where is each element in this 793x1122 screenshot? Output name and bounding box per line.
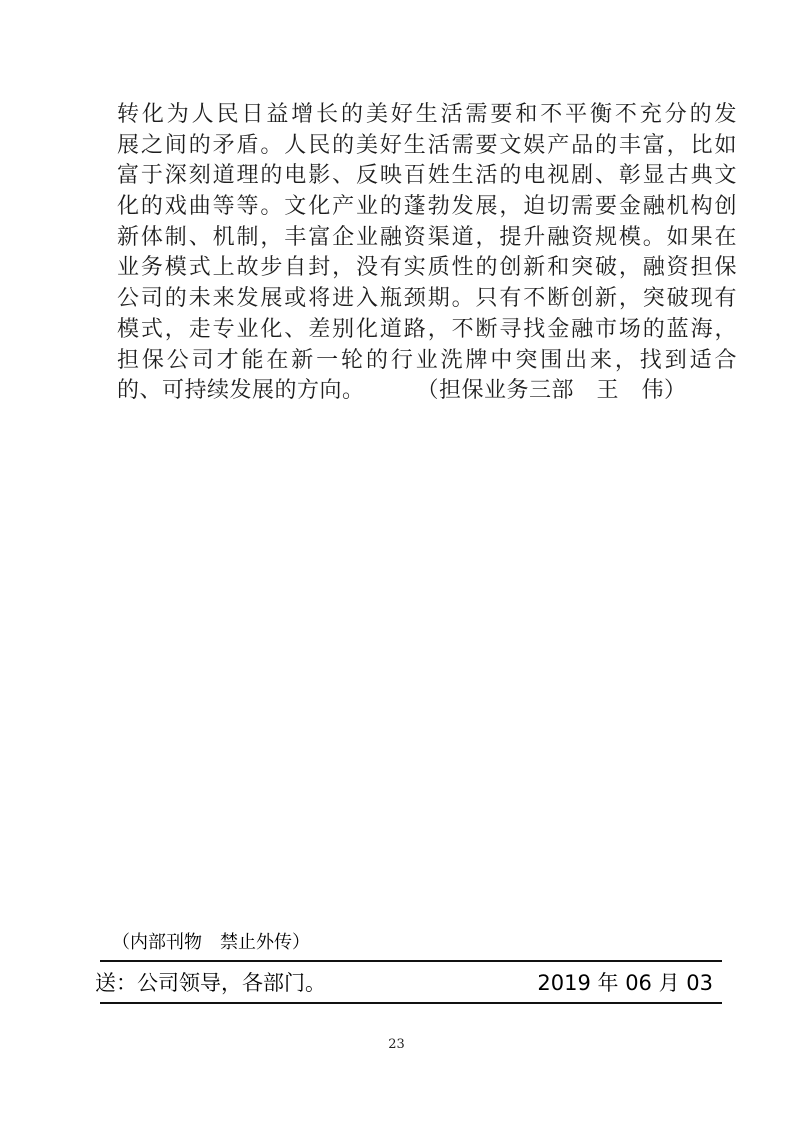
body-line: 富于深刻道理的电影、反映百姓生活的电视剧、彰显古典文 xyxy=(117,163,737,189)
body-line: 业务模式上故步自封，没有实质性的创新和突破，融资担保 xyxy=(117,255,737,281)
body-line: 模式，走专业化、差别化道路，不断寻找金融市场的蓝海， xyxy=(117,316,737,342)
closing-line xyxy=(117,376,737,407)
body-line: 转化为人民日益增长的美好生活需要和不平衡不充分的发 xyxy=(117,102,737,127)
footer-divider-bottom xyxy=(100,1002,722,1004)
page-number: 23 xyxy=(388,1037,405,1052)
closing-text: 的、可持续发展的方向。 xyxy=(117,378,365,404)
body-line: 化的戏曲等等。文化产业的蓬勃发展，迫切需要金融机构创 xyxy=(117,194,737,220)
body-line: 公司的未来发展或将进入瓶颈期。只有不断创新，突破现有 xyxy=(117,286,737,312)
body-line: 展之间的矛盾。人民的美好生活需要文娱产品的丰富，比如 xyxy=(117,132,737,158)
footer-divider-top xyxy=(100,960,722,962)
distribution-text: 送：公司领导，各部门。 xyxy=(95,971,326,995)
confidential-note: （内部刊物 禁止外传） xyxy=(112,932,310,953)
body-paragraph xyxy=(117,100,737,407)
body-line: 新体制、机制，丰富企业融资渠道，提升融资规模。如果在 xyxy=(117,224,737,250)
issue-date: 2019 年 06 月 03 xyxy=(537,971,713,995)
distribution-row xyxy=(95,969,722,997)
body-line: 担保公司才能在新一轮的行业洗牌中突围出来，找到适合 xyxy=(117,347,737,373)
author-attribution: （担保业务三部 王 伟） xyxy=(416,378,687,404)
